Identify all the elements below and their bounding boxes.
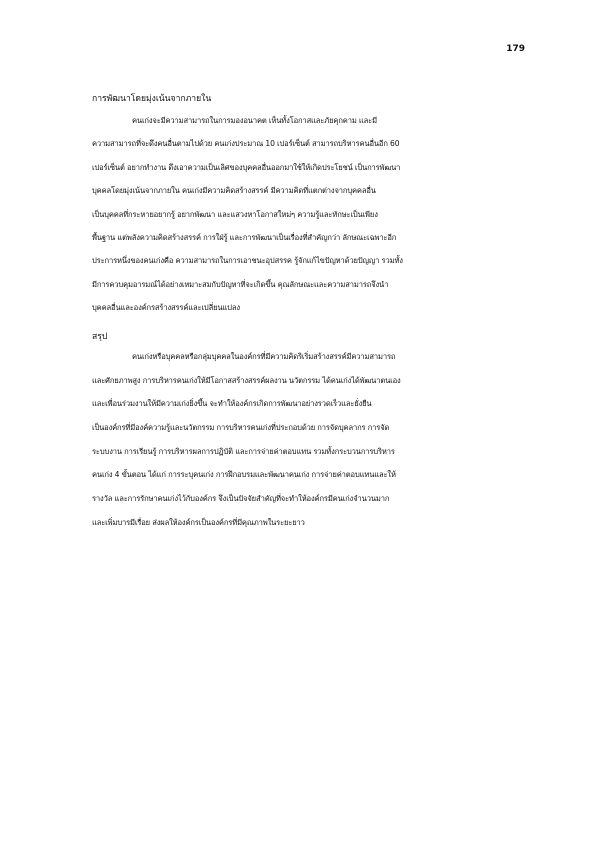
paragraph-line: คนเก่งหรือบุคคลหรือกลุ่มบุคคลในองค์กรที่มีความคิดริเริ่มสร้างสรรค์มีความสามารถ (132, 352, 396, 361)
paragraph-line: และเพื่อนร่วมงานให้มีความเก่งยิ่งขึ้น จะทำให้องค์กรเกิดการพัฒนาอย่างรวดเร็วและยั่งยืน (92, 399, 372, 409)
paragraph-line: และศักยภาพสูง การบริหารคนเก่งให้มีโอกาสสร้างสรรค์ผลงาน นวัตกรรม ได้คนเก่งได้พัฒนาตนเอง (92, 375, 401, 385)
paragraph-line: เปอร์เซ็นต์ อยากทำงาน ดึงเอาความเป็นเลิศของบุคคลอื่นออกมาใช้ให้เกิดประโยชน์ เป็นการพัฒนา (92, 162, 401, 172)
paragraph-line: มีการควบคุมอารมณ์ได้อย่างเหมาะสมกับปัญหาที่จะเกิดขึ้น คุณลักษณะและความสามารถจึงนำ (92, 279, 389, 289)
paragraph-line: คนเก่ง 4 ขั้นตอน ได้แก่ การระบุคนเก่ง การฝึกอบรมและพัฒนาคนเก่ง การจ่ายค่าตอบแทนและให้ (92, 470, 396, 480)
paragraph-line: เป็นบุคคลที่กระหายอยากรู้ อยากพัฒนา และแสวงหาโอกาสใหม่ๆ ความรู้และทักษะเป็นเพียง (92, 209, 378, 219)
paragraph-line: และเพิ่มบารมีเรื่อย ส่งผลให้องค์กรเป็นองค์กรที่มีคุณภาพในระยะยาว (92, 517, 305, 527)
paragraph-line: พื้นฐาน แต่พลังความคิดสร้างสรรค์ การใฝ่รู้ และการพัฒนาเป็นเรื่องที่สำคัญกว่า ลักษณะเฉพาะอีก (92, 232, 397, 242)
paragraph-line: ประการหนึ่งของคนเก่งคือ ความสามารถในการเอาชนะอุปสรรค รู้จักแก้ไขปัญหาด้วยปัญญา รวมทั้ง (92, 256, 403, 266)
section-heading-summary: สรุป (92, 332, 108, 342)
paragraph-summary (92, 351, 512, 541)
paragraph-line: รางวัล และการรักษาคนเก่งไว้กับองค์กร จึงเป็นปัจจัยสำคัญที่จะทำให้องค์กรมีคนเก่งจำนวนมาก (92, 494, 390, 504)
paragraph-internal-development (92, 115, 512, 326)
paragraph-line: เป็นองค์กรที่มีองค์ความรู้และนวัตกรรม การบริหารคนเก่งที่ประกอบด้วย การจัดบุคลากร การจัด (92, 423, 390, 433)
page-number: 179 (506, 44, 525, 54)
paragraph-line: บุคคลโดยมุ่งเน้นจากภายใน คนเก่งมีความคิดสร้างสรรค์ มีความคิดที่แตกต่างจากบุคคลอื่น (92, 186, 376, 196)
paragraph-line: คนเก่งจะมีความสามารถในการมองอนาคต เห็นทั้งโอกาสและภัยคุกคาม และมี (132, 116, 377, 125)
section-heading-internal-development: การพัฒนาโดยมุ่งเน้นจากภายใน (92, 94, 212, 104)
paragraph-line: บุคคลอื่นและองค์กรสร้างสรรค์และเปลี่ยนแปลง (92, 303, 240, 313)
paragraph-line: ความสามารถที่จะดึงคนอื่นตามไปด้วย คนเก่งประมาณ 10 เปอร์เซ็นต์ สามารถบริหารคนอื่นอีก 60 (92, 139, 400, 149)
paragraph-line: ระบบงาน การเรียนรู้ การบริหารผลการปฏิบัติ และการจ่ายค่าตอบแทน รวมทั้งกระบวนการบริหาร (92, 446, 395, 456)
